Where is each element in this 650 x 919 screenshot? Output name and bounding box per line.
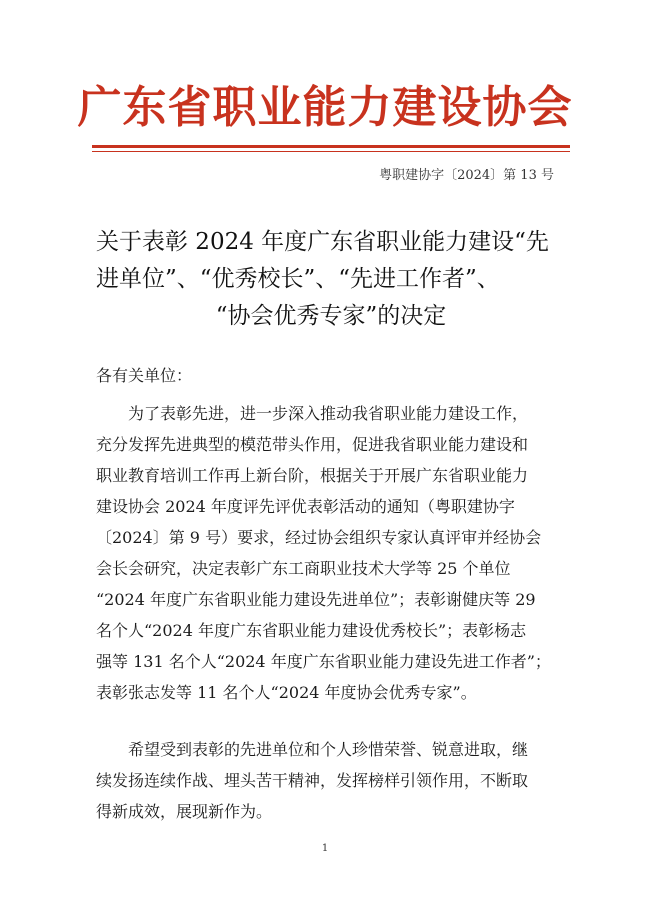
paragraph-line: 充分发挥先进典型的模范带头作用，促进我省职业能力建设和 — [96, 435, 529, 454]
masthead-rule-thick — [92, 145, 570, 148]
paragraph-line: 表彰张志发等 11 名个人“2024 年度协会优秀专家”。 — [96, 683, 477, 702]
title-line-3: “协会优秀专家”的决定 — [215, 303, 447, 329]
page-number: 1 — [321, 843, 329, 854]
paragraph-line: 职业教育培训工作再上新台阶，根据关于开展广东省职业能力 — [96, 466, 529, 485]
document-title — [96, 224, 566, 335]
paragraph-line: “2024 年度广东省职业能力建设先进单位”；表彰谢健庆等 29 — [96, 590, 536, 609]
paragraph-line: 为了表彰先进，进一步深入推动我省职业能力建设工作， — [96, 404, 529, 423]
paragraph-line: 续发扬连续作战、埋头苦干精神，发挥榜样引领作用，不断取 — [96, 771, 529, 790]
masthead-rule-thin — [92, 151, 570, 152]
paragraph-line: 强等 131 名个人“2024 年度广东省职业能力建设先进工作者”； — [96, 652, 551, 671]
body-paragraph-2 — [96, 734, 566, 827]
paragraph-line: 希望受到表彰的先进单位和个人珍惜荣誉、锐意进取，继 — [96, 740, 529, 759]
salutation: 各有关单位： — [96, 366, 193, 385]
organization-masthead: 广东省职业能力建设协会 — [77, 82, 573, 133]
document-number: 粤职建协字〔2024〕第 13 号 — [379, 168, 554, 183]
title-line-2: 进单位”、“优秀校长”、“先进工作者”、 — [96, 266, 500, 292]
paragraph-line: 会长会研究，决定表彰广东工商职业技术大学等 25 个单位 — [96, 559, 511, 578]
paragraph-line: 建设协会 2024 年度评先评优表彰活动的通知（粤职建协字 — [96, 497, 515, 516]
paragraph-line: 得新成效，展现新作为。 — [96, 802, 273, 821]
paragraph-line: 名个人“2024 年度广东省职业能力建设优秀校长”；表彰杨志 — [96, 621, 527, 640]
title-line-1: 关于表彰 2024 年度广东省职业能力建设“先 — [96, 229, 549, 255]
body-paragraph-1 — [96, 398, 566, 708]
paragraph-line: 〔2024〕第 9 号）要求，经过协会组织专家认真评审并经协会 — [96, 528, 542, 547]
